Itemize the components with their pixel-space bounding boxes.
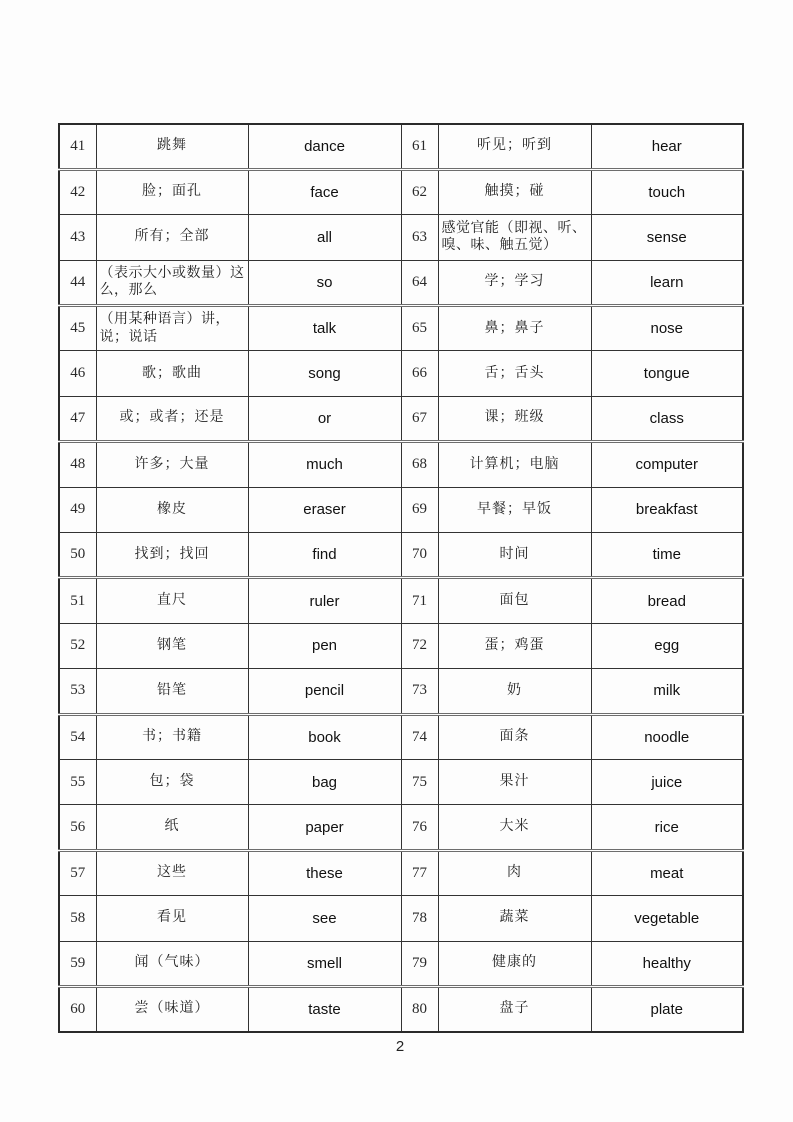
- index-cell-left: 45: [59, 306, 96, 351]
- chinese-cell-right: 蛋；鸡蛋: [438, 623, 591, 668]
- english-cell-right: nose: [591, 306, 743, 351]
- table-row: [59, 169, 743, 214]
- chinese-cell-right: 触摸；碰: [438, 169, 591, 214]
- english-cell-left: ruler: [248, 578, 401, 623]
- chinese-cell-right: 面条: [438, 714, 591, 759]
- index-cell-left: 53: [59, 669, 96, 714]
- index-cell-right: 80: [401, 986, 438, 1031]
- chinese-cell-left: 脸；面孔: [96, 169, 248, 214]
- english-cell-right: sense: [591, 215, 743, 260]
- english-cell-right: bread: [591, 578, 743, 623]
- table-row: [59, 850, 743, 895]
- index-cell-left: 43: [59, 215, 96, 260]
- table-row: [59, 623, 743, 668]
- english-cell-right: breakfast: [591, 487, 743, 532]
- english-cell-right: plate: [591, 986, 743, 1031]
- index-cell-right: 71: [401, 578, 438, 623]
- chinese-cell-right: 健康的: [438, 941, 591, 986]
- index-cell-left: 44: [59, 260, 96, 305]
- chinese-cell-left: 跳舞: [96, 124, 248, 169]
- index-cell-right: 69: [401, 487, 438, 532]
- chinese-cell-left: 橡皮: [96, 487, 248, 532]
- table-row: [59, 442, 743, 487]
- english-cell-right: vegetable: [591, 896, 743, 941]
- table-row: [59, 124, 743, 169]
- chinese-cell-left: 铅笔: [96, 669, 248, 714]
- english-cell-right: computer: [591, 442, 743, 487]
- chinese-cell-right: 奶: [438, 669, 591, 714]
- index-cell-left: 42: [59, 169, 96, 214]
- chinese-cell-right: 盘子: [438, 986, 591, 1031]
- table-row: [59, 986, 743, 1031]
- chinese-cell-right: 学；学习: [438, 260, 591, 305]
- index-cell-left: 48: [59, 442, 96, 487]
- english-cell-left: much: [248, 442, 401, 487]
- english-cell-left: book: [248, 714, 401, 759]
- chinese-cell-left: （用某种语言）讲，说；说话: [96, 306, 248, 351]
- english-cell-right: class: [591, 396, 743, 441]
- vocabulary-table: [58, 123, 744, 1033]
- english-cell-left: these: [248, 850, 401, 895]
- chinese-cell-left: 或；或者；还是: [96, 396, 248, 441]
- chinese-cell-left: 找到；找回: [96, 533, 248, 578]
- table-row: [59, 714, 743, 759]
- index-cell-right: 65: [401, 306, 438, 351]
- english-cell-right: time: [591, 533, 743, 578]
- index-cell-left: 55: [59, 759, 96, 804]
- chinese-cell-left: 直尺: [96, 578, 248, 623]
- index-cell-right: 66: [401, 351, 438, 396]
- english-cell-right: noodle: [591, 714, 743, 759]
- english-cell-left: dance: [248, 124, 401, 169]
- english-cell-left: so: [248, 260, 401, 305]
- index-cell-left: 41: [59, 124, 96, 169]
- index-cell-left: 49: [59, 487, 96, 532]
- index-cell-right: 61: [401, 124, 438, 169]
- table-row: [59, 759, 743, 804]
- index-cell-left: 46: [59, 351, 96, 396]
- table-row: [59, 215, 743, 260]
- index-cell-right: 79: [401, 941, 438, 986]
- index-cell-left: 57: [59, 850, 96, 895]
- chinese-cell-left: 这些: [96, 850, 248, 895]
- index-cell-left: 58: [59, 896, 96, 941]
- index-cell-left: 52: [59, 623, 96, 668]
- english-cell-right: meat: [591, 850, 743, 895]
- chinese-cell-left: 看见: [96, 896, 248, 941]
- index-cell-left: 54: [59, 714, 96, 759]
- table-row: [59, 260, 743, 305]
- table-row: [59, 669, 743, 714]
- index-cell-left: 60: [59, 986, 96, 1031]
- chinese-cell-right: 肉: [438, 850, 591, 895]
- english-cell-left: paper: [248, 805, 401, 850]
- chinese-cell-left: 歌；歌曲: [96, 351, 248, 396]
- chinese-cell-right: 舌；舌头: [438, 351, 591, 396]
- table-row: [59, 805, 743, 850]
- table-row: [59, 351, 743, 396]
- english-cell-right: healthy: [591, 941, 743, 986]
- table-row: [59, 306, 743, 351]
- chinese-cell-left: 包；袋: [96, 759, 248, 804]
- english-cell-left: or: [248, 396, 401, 441]
- english-cell-left: talk: [248, 306, 401, 351]
- index-cell-right: 70: [401, 533, 438, 578]
- table-row: [59, 487, 743, 532]
- english-cell-right: rice: [591, 805, 743, 850]
- index-cell-left: 47: [59, 396, 96, 441]
- english-cell-right: tongue: [591, 351, 743, 396]
- english-cell-right: egg: [591, 623, 743, 668]
- index-cell-left: 59: [59, 941, 96, 986]
- english-cell-left: pen: [248, 623, 401, 668]
- english-cell-left: bag: [248, 759, 401, 804]
- chinese-cell-left: （表示大小或数量）这么，那么: [96, 260, 248, 305]
- index-cell-left: 50: [59, 533, 96, 578]
- index-cell-left: 51: [59, 578, 96, 623]
- index-cell-right: 64: [401, 260, 438, 305]
- page-number: 2: [395, 1038, 405, 1055]
- chinese-cell-right: 课；班级: [438, 396, 591, 441]
- english-cell-right: hear: [591, 124, 743, 169]
- chinese-cell-left: 尝（味道）: [96, 986, 248, 1031]
- english-cell-left: eraser: [248, 487, 401, 532]
- table-row: [59, 533, 743, 578]
- index-cell-left: 56: [59, 805, 96, 850]
- index-cell-right: 67: [401, 396, 438, 441]
- table-row: [59, 396, 743, 441]
- index-cell-right: 63: [401, 215, 438, 260]
- english-cell-left: face: [248, 169, 401, 214]
- index-cell-right: 75: [401, 759, 438, 804]
- table-row: [59, 941, 743, 986]
- english-cell-right: milk: [591, 669, 743, 714]
- table-row: [59, 578, 743, 623]
- chinese-cell-left: 书；书籍: [96, 714, 248, 759]
- index-cell-right: 72: [401, 623, 438, 668]
- chinese-cell-right: 果汁: [438, 759, 591, 804]
- english-cell-left: find: [248, 533, 401, 578]
- chinese-cell-right: 蔬菜: [438, 896, 591, 941]
- chinese-cell-right: 面包: [438, 578, 591, 623]
- index-cell-right: 76: [401, 805, 438, 850]
- chinese-cell-left: 所有；全部: [96, 215, 248, 260]
- english-cell-left: see: [248, 896, 401, 941]
- english-cell-left: all: [248, 215, 401, 260]
- english-cell-right: juice: [591, 759, 743, 804]
- chinese-cell-right: 计算机；电脑: [438, 442, 591, 487]
- chinese-cell-right: 早餐；早饭: [438, 487, 591, 532]
- english-cell-left: smell: [248, 941, 401, 986]
- chinese-cell-right: 听见；听到: [438, 124, 591, 169]
- chinese-cell-left: 闻（气味）: [96, 941, 248, 986]
- index-cell-right: 78: [401, 896, 438, 941]
- index-cell-right: 68: [401, 442, 438, 487]
- english-cell-right: learn: [591, 260, 743, 305]
- english-cell-right: touch: [591, 169, 743, 214]
- table-row: [59, 896, 743, 941]
- chinese-cell-right: 时间: [438, 533, 591, 578]
- index-cell-right: 62: [401, 169, 438, 214]
- chinese-cell-right: 鼻；鼻子: [438, 306, 591, 351]
- english-cell-left: taste: [248, 986, 401, 1031]
- chinese-cell-right: 感觉官能（即视、听、嗅、味、触五觉）: [438, 215, 591, 260]
- chinese-cell-left: 许多；大量: [96, 442, 248, 487]
- index-cell-right: 74: [401, 714, 438, 759]
- index-cell-right: 77: [401, 850, 438, 895]
- chinese-cell-left: 纸: [96, 805, 248, 850]
- vocabulary-table-body: [59, 124, 743, 1032]
- index-cell-right: 73: [401, 669, 438, 714]
- english-cell-left: song: [248, 351, 401, 396]
- chinese-cell-right: 大米: [438, 805, 591, 850]
- chinese-cell-left: 钢笔: [96, 623, 248, 668]
- english-cell-left: pencil: [248, 669, 401, 714]
